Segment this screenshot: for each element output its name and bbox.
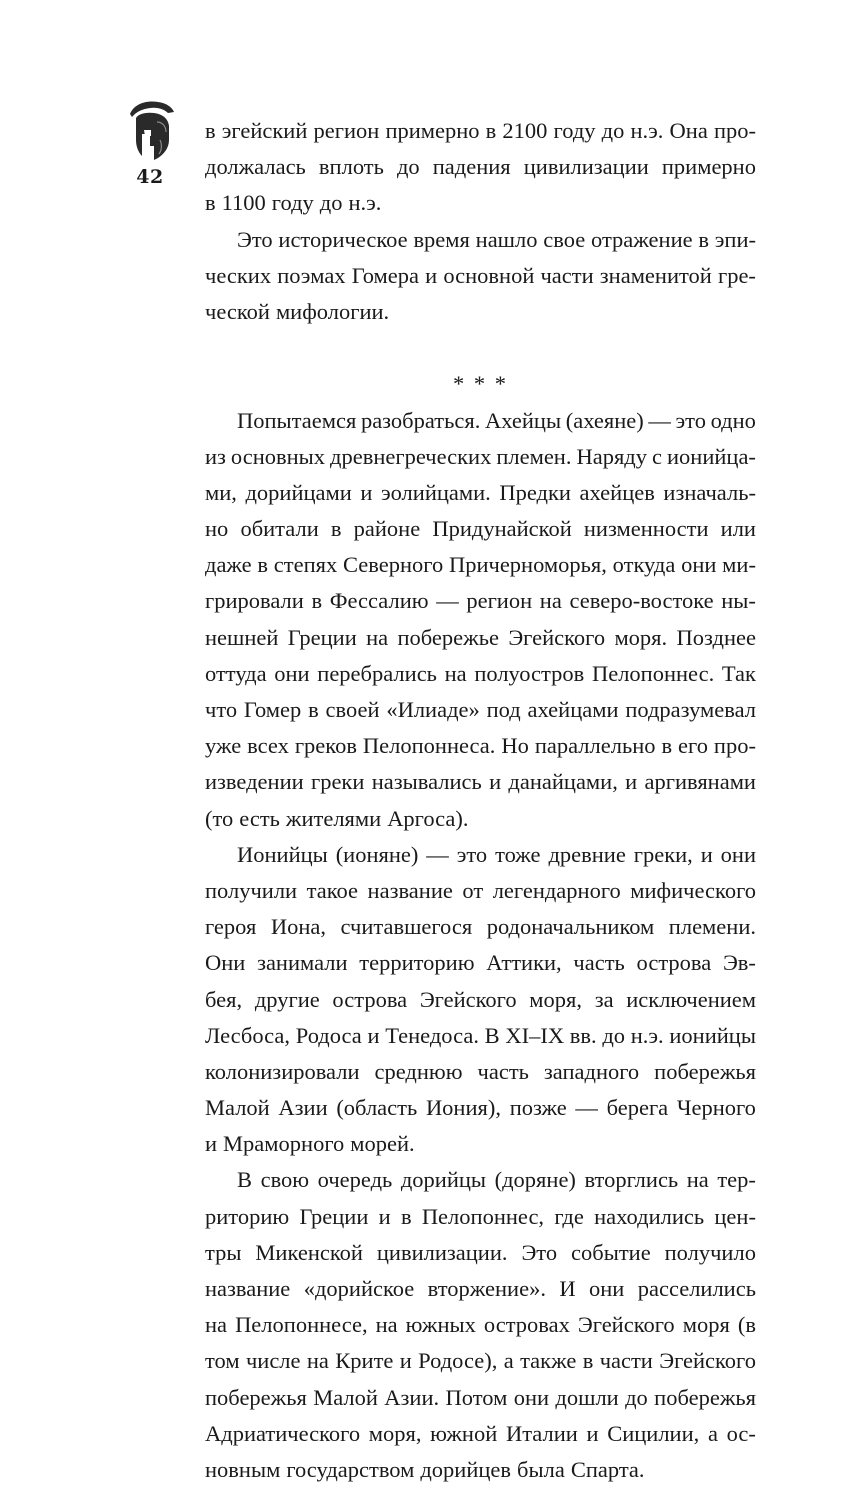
text-line: в 1100 году до н.э. [205, 190, 382, 216]
text-line: ческой мифологии. [205, 298, 390, 324]
text-line: побережья Малой Азии. Потом они дошли до побережья [205, 1384, 756, 1410]
text-line: оттуда они перебрались на полуостров Пелопоннес. Так [205, 660, 756, 686]
paragraph [205, 222, 756, 331]
text-line: должалась вплоть до падения цивилизации примерно [205, 154, 756, 180]
text-line: героя Иона, считавшегося родоначальником племени. [205, 914, 756, 940]
page-margin [122, 100, 178, 188]
text-line: грировали в Фессалию — регион на северо-востоке ны- [205, 588, 756, 614]
text-line: тры Микенской цивилизации. Это событие получило [205, 1239, 756, 1265]
text-line: бея, другие острова Эгейского моря, за исключением [205, 986, 756, 1012]
text-line: что Гомер в своей «Илиаде» под ахейцами подразумевал [205, 697, 756, 722]
text-line: Попытаемся разобраться. Ахейцы (ахеяне) — это одно [237, 407, 756, 433]
text-line: уже всех греков Пелопоннеса. Но параллельно в его про- [205, 733, 756, 759]
text-line: колонизировали среднюю часть западного побережья [205, 1058, 756, 1084]
text-line: (то есть жителями Аргоса). [205, 805, 469, 831]
text-line: Они занимали территорию Аттики, часть острова Эв- [205, 950, 756, 976]
text-line: нешней Греции на побережье Эгейского моря. Позднее [205, 624, 756, 650]
text-line: риторию Греции и в Пелопоннес, где находились цен- [205, 1203, 756, 1229]
section-separator: * * * [453, 371, 508, 397]
paragraph [205, 113, 756, 222]
text-line: том числе на Крите и Родосе), а также в части Эгейского [205, 1348, 756, 1374]
paragraph [205, 403, 756, 837]
text-line: Адриатического моря, южной Италии и Сицилии, а ос- [205, 1420, 756, 1446]
paragraph [205, 1162, 756, 1488]
text-line: ми, дорийцами и эолийцами. Предки ахейцев изначаль- [205, 479, 756, 505]
separator-spacer [205, 330, 756, 366]
spartan-helmet-icon [124, 100, 176, 162]
text-line: Малой Азии (область Иония), позже — берега Черного [205, 1095, 756, 1121]
page-number: 42 [136, 166, 164, 188]
text-line: название «дорийское вторжение». И они расселились [205, 1276, 756, 1301]
text-line: даже в степях Северного Причерноморья, откуда они ми- [205, 552, 756, 578]
text-line: на Пелопоннесе, на южных островах Эгейского моря (в [205, 1312, 756, 1338]
text-line: из основных древнегреческих племен. Наряду с ионийца- [205, 443, 756, 469]
text-line: и Мраморного морей. [205, 1131, 415, 1157]
text-line: новным государством дорийцев была Спарта. [205, 1456, 645, 1482]
text-line: Ионийцы (ионяне) — это тоже древние греки, и они [237, 841, 756, 867]
text-line: В свою очередь дорийцы (доряне) вторглись на тер- [237, 1167, 756, 1193]
text-line: Лесбоса, Родоса и Тенедоса. В XI–IX вв. до н.э. ионийцы [205, 1022, 756, 1048]
body-text [205, 113, 756, 1488]
paragraph [205, 837, 756, 1163]
text-line: Это историческое время нашло свое отражение в эпи- [237, 226, 756, 252]
text-line: в эгейский регион примерно в 2100 году до н.э. Она про- [205, 118, 756, 143]
text-line: изведении греки назывались и данайцами, и аргивянами [205, 769, 756, 795]
text-line: но обитали в районе Придунайской низменности или [205, 516, 756, 542]
text-line: получили такое название от легендарного мифического [205, 877, 756, 903]
text-line: ческих поэмах Гомера и основной части знаменитой гре- [205, 262, 756, 288]
